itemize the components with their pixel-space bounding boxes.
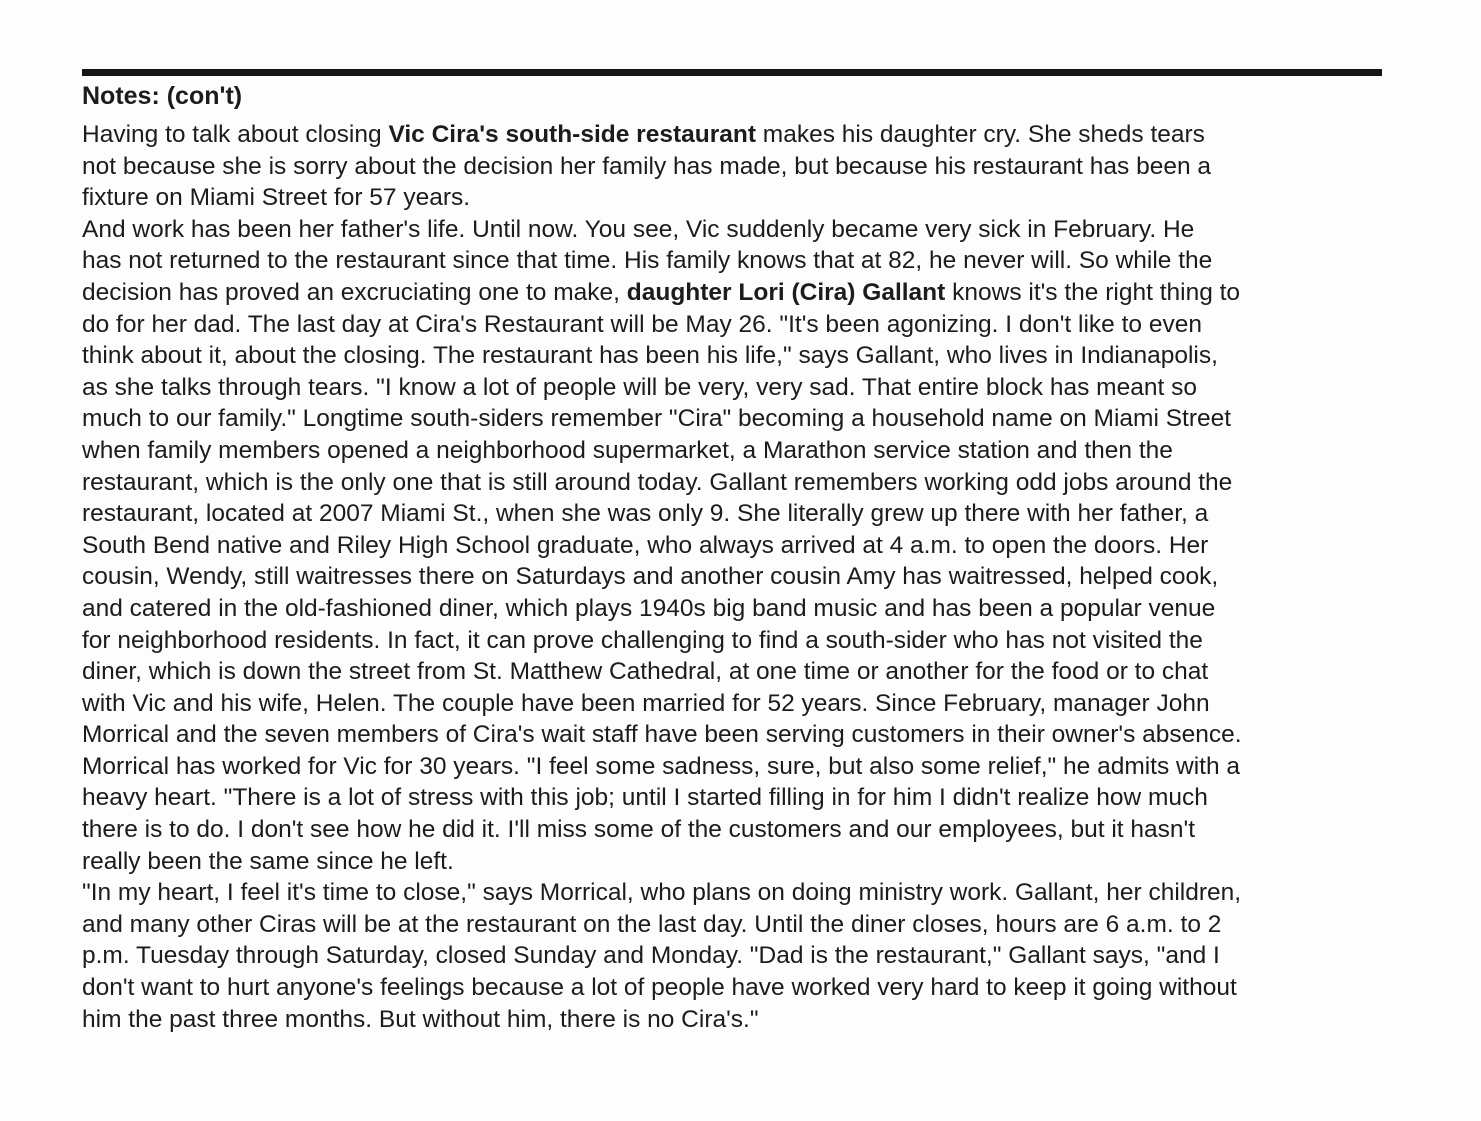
- notes-heading: Notes: (con't): [82, 82, 243, 110]
- text-line: think about it, about the closing. The restaurant has been his life," says Gallant, who lives in Indianapolis,: [82, 342, 1218, 370]
- bold-phrase: daughter Lori (Cira) Gallant: [626, 278, 946, 306]
- text-line: cousin, Wendy, still waitresses there on Saturdays and another cousin Amy has waitressed, helped cook,: [82, 563, 1219, 591]
- text-line: Morrical and the seven members of Cira's wait staff have been serving customers in their owner's absence.: [82, 721, 1242, 749]
- text-line: decision has proved an excruciating one to make, daughter Lori (Cira) Gallant knows it's the right thing to: [82, 278, 1241, 306]
- text-line: diner, which is down the street from St. Matthew Cathedral, at one time or another for the food or to chat: [82, 658, 1209, 686]
- text-line: Morrical has worked for Vic for 30 years. "I feel some sadness, sure, but also some relief," he admits with a: [82, 752, 1241, 780]
- header-rule: [82, 69, 1382, 76]
- text-line: fixture on Miami Street for 57 years.: [82, 184, 471, 212]
- text-line: and catered in the old-fashioned diner, which plays 1940s big band music and has been a popular venue: [82, 594, 1216, 622]
- text-line: "In my heart, I feel it's time to close," says Morrical, who plans on doing ministry work. Gallant, her children,: [82, 879, 1242, 907]
- text-line: and many other Ciras will be at the restaurant on the last day. Until the diner closes, hours are 6 a.m. to 2: [82, 910, 1222, 938]
- text-line: Having to talk about closing Vic Cira's south-side restaurant makes his daughter cry. She sheds tears: [82, 121, 1205, 148]
- text-line: don't want to hurt anyone's feelings because a lot of people have worked very hard to keep it going without: [82, 974, 1237, 1002]
- text-line: with Vic and his wife, Helen. The couple have been married for 52 years. Since February, manager John: [82, 689, 1210, 717]
- text-line: much to our family." Longtime south-siders remember "Cira" becoming a household name on Miami Street: [82, 405, 1232, 433]
- text-line: when family members opened a neighborhood supermarket, a Marathon service station and then the: [82, 436, 1173, 464]
- text-line: not because she is sorry about the decision her family has made, but because his restaurant has been a: [82, 152, 1212, 180]
- article-body: [82, 119, 1402, 1035]
- text-line: p.m. Tuesday through Saturday, closed Sunday and Monday. "Dad is the restaurant," Gallant says, "and I: [82, 942, 1220, 970]
- text-line: restaurant, located at 2007 Miami St., when she was only 9. She literally grew up there with her father, a: [82, 500, 1209, 528]
- text-line: heavy heart. "There is a lot of stress with this job; until I started filling in for him I didn't realize how much: [82, 784, 1208, 812]
- text-line: for neighborhood residents. In fact, it can prove challenging to find a south-sider who has not visited the: [82, 626, 1203, 654]
- text-line: really been the same since he left.: [82, 847, 454, 875]
- text-line: South Bend native and Riley High School graduate, who always arrived at 4 a.m. to open the doors. Her: [82, 531, 1209, 559]
- text-line: has not returned to the restaurant since that time. His family knows that at 82, he never will. So while the: [82, 247, 1213, 275]
- text-line: him the past three months. But without him, there is no Cira's.": [82, 1005, 759, 1033]
- text-line: And work has been her father's life. Until now. You see, Vic suddenly became very sick in February. He: [82, 215, 1195, 243]
- text-line: do for her dad. The last day at Cira's Restaurant will be May 26. "It's been agonizing. I don't like to even: [82, 310, 1202, 338]
- text-line: as she talks through tears. "I know a lot of people will be very, very sad. That entire block has meant so: [82, 373, 1197, 401]
- bold-phrase: Vic Cira's south-side restaurant: [388, 121, 756, 148]
- text-line: there is to do. I don't see how he did it. I'll miss some of the customers and our employees, but it hasn't: [82, 816, 1196, 844]
- text-line: restaurant, which is the only one that is still around today. Gallant remembers working odd jobs around the: [82, 468, 1233, 496]
